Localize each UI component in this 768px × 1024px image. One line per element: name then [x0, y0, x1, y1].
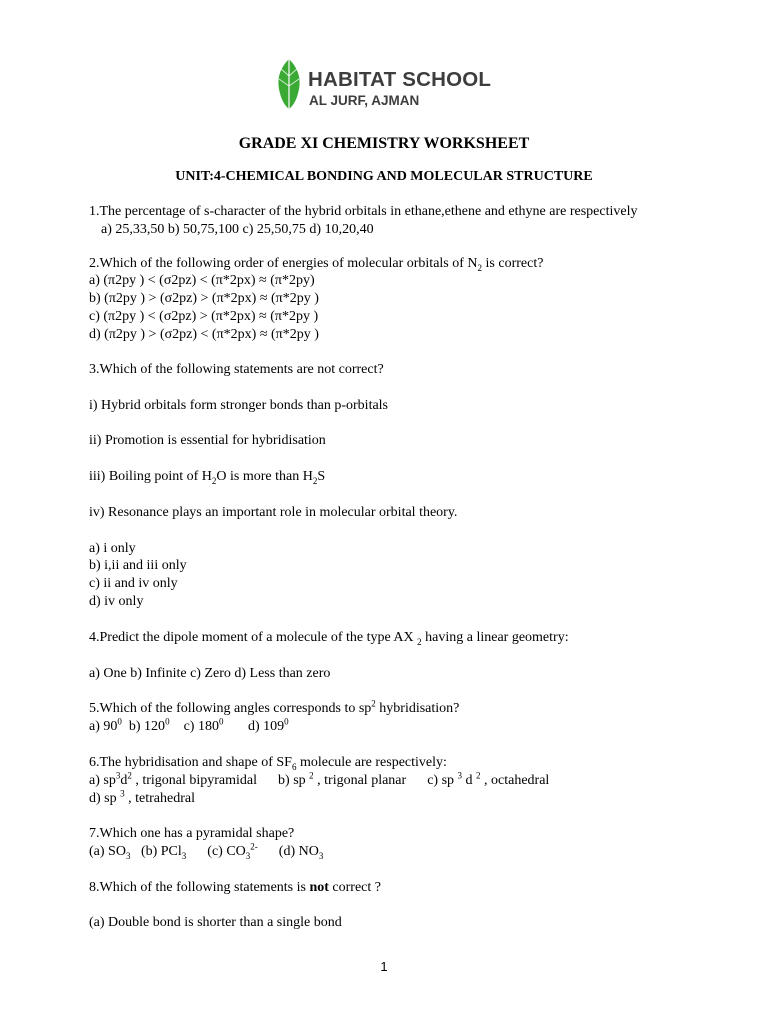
school-name: HABITAT SCHOOL	[308, 68, 492, 91]
question-8-option-a: (a) Double bond is shorter than a single bond	[89, 915, 342, 930]
question-4: 4.Predict the dipole moment of a molecule of the type AX $_2$ having a linear geometry:	[89, 630, 569, 647]
question-3: 3.Which of the following statements are not correct?	[89, 362, 384, 377]
question-2-option-d: d) (π2py ) > (σ2pz) < (π*2px) ≈ (π*2py )	[89, 327, 319, 342]
question-2-option-c: c) (π2py ) < (σ2pz) > (π*2px) ≈ (π*2py )	[89, 309, 319, 324]
worksheet-title: GRADE XI CHEMISTRY WORKSHEET	[238, 135, 530, 152]
question-5-option-b: b) $120^0$	[128, 716, 170, 734]
question-3-option-c: c) ii and iv only	[89, 576, 178, 591]
question-3-option-b: b) i,ii and iii only	[89, 558, 187, 573]
question-7-option-d: (d) $NO_3$	[278, 844, 324, 861]
question-6: 6.The hybridisation and shape of $SF_6$ molecule are respectively:	[89, 755, 447, 772]
question-7-option-b: (b) PCl$_3$	[140, 844, 187, 861]
question-3-option-d: d) iv only	[89, 594, 144, 609]
question-2-option-a: a) (π2py ) < (σ2pz) < (π*2px) ≈ (π*2py)	[89, 273, 315, 288]
question-5-option-a: a) $90^0$	[89, 716, 122, 734]
unit-subtitle: UNIT:4-CHEMICAL BONDING AND MOLECULAR STRUCTURE	[175, 169, 593, 184]
question-5: 5.Which of the following angles corresponds to $sp^2$ hybridisation?	[89, 698, 460, 716]
school-location: AL JURF, AJMAN	[309, 93, 420, 108]
question-4-options: a) One b) Infinite c) Zero d) Less than zero	[89, 666, 331, 681]
question-5-option-d: d) $109^0$	[247, 716, 289, 734]
question-7-option-a: (a) $SO_3$	[89, 844, 131, 861]
question-7-options	[89, 843, 323, 860]
question-2-option-b: b) (π2py ) > (σ2pz) > (π*2px) ≈ (π*2py )	[89, 291, 319, 306]
question-8: 8.Which of the following statements is not correct ?	[89, 880, 381, 895]
question-5-option-c: c) $180^0$	[183, 716, 224, 734]
question-3-statement-1: i) Hybrid orbitals form stronger bonds than p-orbitals	[89, 398, 389, 413]
question-3-statement-4: iv) Resonance plays an important role in molecular orbital theory.	[89, 505, 458, 520]
question-5-options	[89, 718, 289, 735]
question-3-statement-2: ii) Promotion is essential for hybridisation	[89, 433, 326, 448]
question-3-statement-3: iii) Boiling point of $H_2O$ is more than $H_2S$	[89, 469, 326, 486]
question-7-option-c: (c) $CO_3^{2-}$	[207, 841, 258, 861]
question-1: 1.The percentage of s-character of the hybrid orbitals in ethane,ethene and ethyne are respectively	[89, 204, 638, 219]
question-1-options: a) 25,33,50 b) 50,75,100 c) 25,50,75 d) 10,20,40	[101, 222, 374, 237]
question-6-option-a: a) $sp^3d^2$ , trigonal bipyramidal	[89, 770, 258, 788]
question-6-option-b: b) sp $^2$ , trigonal planar	[278, 770, 407, 788]
question-2: 2.Which of the following order of energies of molecular orbitals of $N_2$ is correct?	[89, 256, 544, 273]
school-logo	[276, 58, 492, 114]
question-6-option-d: d) sp $^3$ , tetrahedral	[89, 788, 195, 806]
question-7: 7.Which one has a pyramidal shape?	[89, 826, 295, 841]
leaf-logo-icon	[276, 58, 302, 110]
page-number: 1	[380, 959, 388, 974]
question-3-option-a: a) i only	[89, 541, 136, 556]
question-6-option-c: c) sp $^3$ d $^2$ , octahedral	[427, 770, 550, 788]
question-6-options-line	[89, 772, 549, 789]
